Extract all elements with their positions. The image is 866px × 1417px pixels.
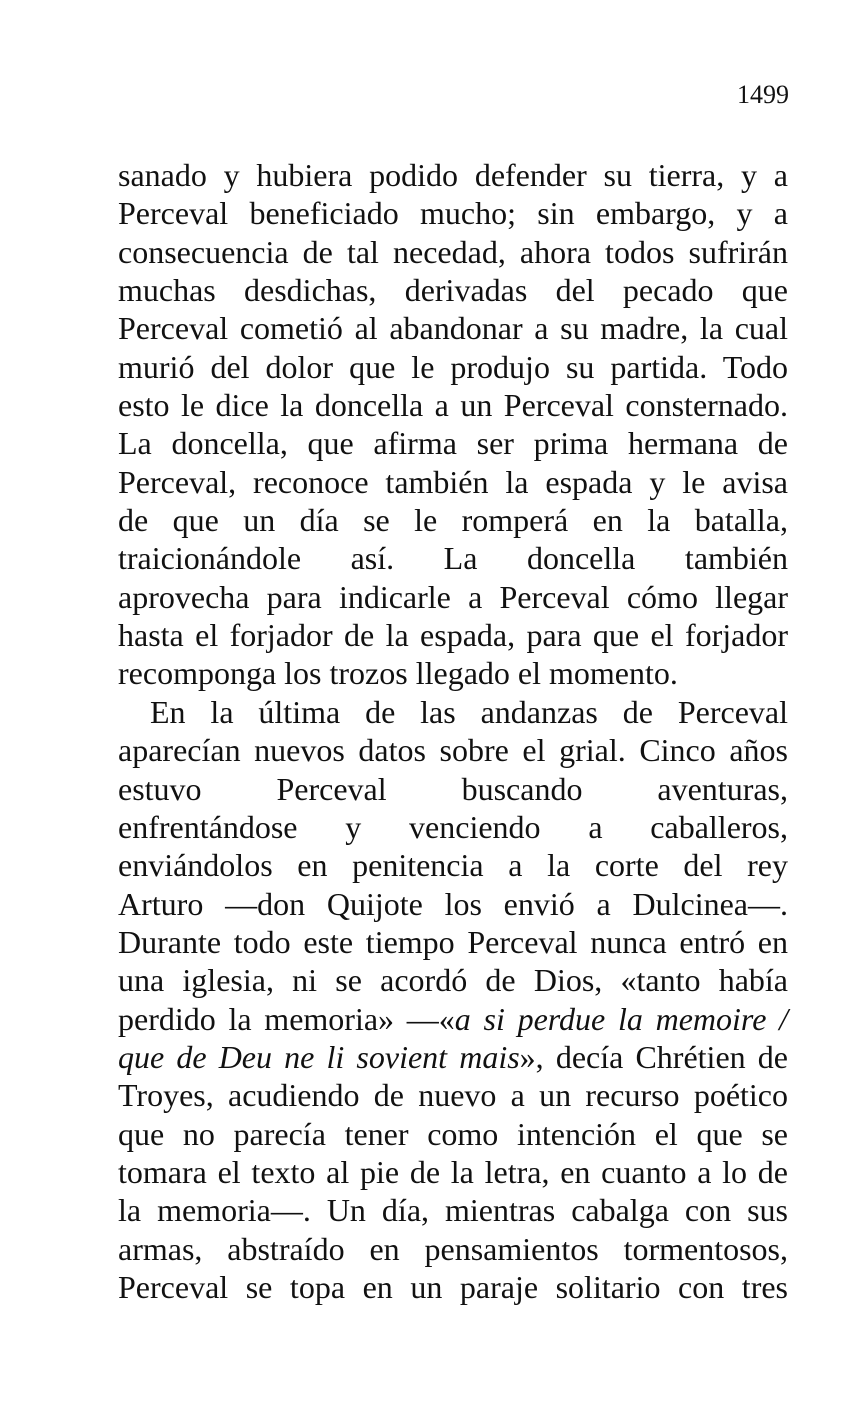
text-line bbox=[118, 386, 788, 424]
text-line bbox=[118, 616, 788, 654]
text-line bbox=[118, 1153, 788, 1191]
text-segment: murió del dolor que le produjo su partida. Todo bbox=[118, 348, 788, 385]
text-line bbox=[118, 463, 788, 501]
text-segment: perdido la memoria» —« bbox=[118, 1000, 455, 1037]
text-line bbox=[118, 1076, 788, 1114]
text-segment: consecuencia de tal necedad, ahora todos sufrirán bbox=[118, 233, 788, 270]
text-line bbox=[118, 654, 788, 692]
text-line bbox=[118, 1230, 788, 1268]
text-segment: estuvo Perceval buscando aventuras, bbox=[118, 770, 788, 807]
text-segment: enviándolos en penitencia a la corte del rey bbox=[118, 847, 788, 884]
text-line bbox=[118, 309, 788, 347]
text-segment: Arturo —don Quijote los envió a Dulcinea—. bbox=[118, 885, 788, 922]
text-line bbox=[118, 770, 788, 808]
text-line bbox=[118, 1268, 788, 1306]
text-line bbox=[118, 1115, 788, 1153]
italic-quote: a si perdue la memoire / bbox=[454, 1000, 789, 1037]
text-line bbox=[118, 194, 788, 232]
text-segment: recomponga los trozos llegado el momento. bbox=[118, 655, 678, 692]
text-segment: Perceval beneficiado mucho; sin embargo, y a bbox=[118, 195, 788, 232]
text-line bbox=[118, 885, 788, 923]
text-segment: enfrentándose y venciendo a caballeros, bbox=[118, 808, 788, 845]
text-line bbox=[118, 539, 788, 577]
text-line bbox=[118, 693, 788, 731]
text-line bbox=[118, 578, 788, 616]
text-line bbox=[118, 271, 788, 309]
text-segment: sanado y hubiera podido defender su tierra, y a bbox=[118, 157, 788, 193]
text-segment: Durante todo este tiempo Perceval nunca entró en bbox=[118, 923, 788, 960]
text-line bbox=[118, 233, 788, 271]
text-segment: armas, abstraído en pensamientos tormentosos, bbox=[118, 1230, 788, 1267]
text-segment: que no parecía tener como intención el que se bbox=[118, 1115, 788, 1152]
text-line bbox=[118, 1038, 788, 1076]
text-segment: muchas desdichas, derivadas del pecado que bbox=[118, 272, 788, 309]
text-segment: aprovecha para indicarle a Perceval cómo llegar bbox=[118, 578, 788, 615]
text-line bbox=[118, 156, 788, 194]
text-line bbox=[118, 961, 788, 999]
text-segment: traicionándole así. La doncella también bbox=[118, 540, 788, 577]
text-segment: La doncella, que afirma ser prima hermana de bbox=[118, 425, 788, 462]
text-line bbox=[118, 424, 788, 462]
text-segment: aparecían nuevos datos sobre el grial. Cinco años bbox=[118, 732, 788, 769]
text-line bbox=[118, 1191, 788, 1229]
text-line bbox=[118, 731, 788, 769]
text-segment: hasta el forjador de la espada, para que el forjador bbox=[118, 617, 788, 654]
text-segment: », decía Chrétien de bbox=[519, 1038, 789, 1075]
text-line bbox=[118, 1000, 788, 1038]
body-text bbox=[118, 156, 788, 1306]
text-segment: una iglesia, ni se acordó de Dios, «tanto había bbox=[118, 962, 788, 999]
text-segment: Perceval, reconoce también la espada y le avisa bbox=[118, 463, 788, 500]
text-segment: de que un día se le romperá en la batalla, bbox=[118, 502, 788, 539]
page-number: 1499 bbox=[737, 80, 789, 109]
text-line bbox=[118, 808, 788, 846]
italic-quote: que de Deu ne li sovient mais bbox=[118, 1038, 520, 1075]
text-segment: Perceval cometió al abandonar a su madre, la cual bbox=[118, 310, 788, 347]
text-segment: tomara el texto al pie de la letra, en cuanto a lo de bbox=[118, 1153, 788, 1190]
text-segment: la memoria—. Un día, mientras cabalga con sus bbox=[118, 1192, 788, 1229]
paragraph bbox=[118, 693, 788, 1307]
paragraph bbox=[118, 156, 788, 693]
text-line bbox=[118, 348, 788, 386]
text-line bbox=[118, 501, 788, 539]
text-segment: Troyes, acudiendo de nuevo a un recurso poético bbox=[118, 1077, 788, 1114]
text-line bbox=[118, 923, 788, 961]
text-segment: esto le dice la doncella a un Perceval consternado. bbox=[118, 387, 788, 424]
text-segment: En la última de las andanzas de Perceval bbox=[150, 693, 788, 730]
text-line bbox=[118, 846, 788, 884]
text-segment: Perceval se topa en un paraje solitario con tres bbox=[118, 1268, 788, 1305]
